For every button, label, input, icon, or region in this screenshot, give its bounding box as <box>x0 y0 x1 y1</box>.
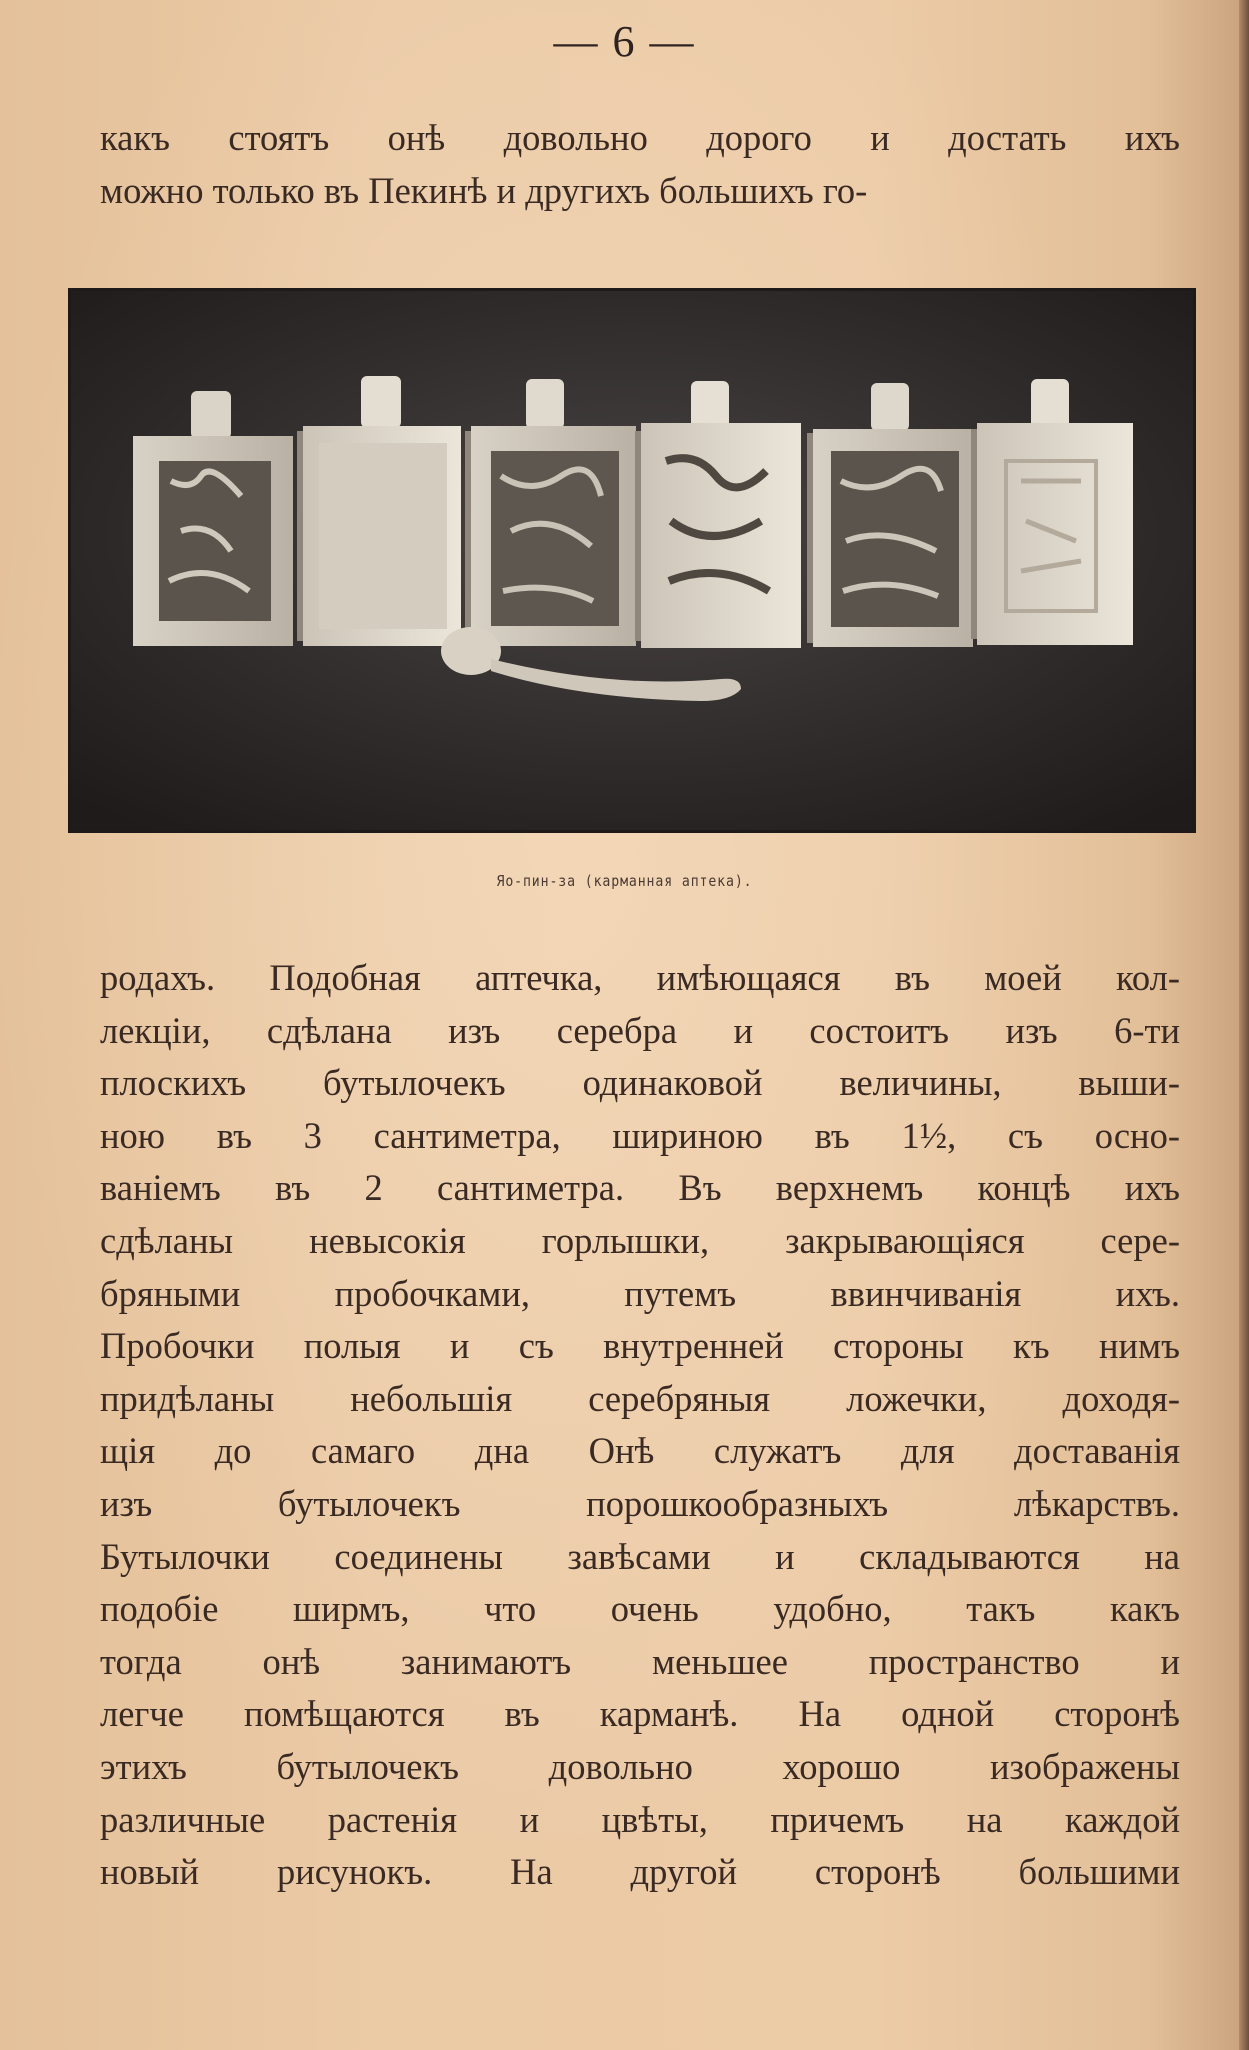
main-paragraph <box>100 952 1180 1899</box>
text-line: плоскихъ бутылочекъ одинаковой величины, выши- <box>100 1062 1180 1104</box>
text-line: щія до самаго дна Онѣ служатъ для доставанія <box>100 1430 1180 1472</box>
text-line: можно только въ Пекинѣ и другихъ большихъ го- <box>100 169 868 211</box>
text-line: Пробочки полыя и съ внутренней стороны къ нимъ <box>100 1325 1180 1367</box>
text-line: сдѣланы невысокія горлышки, закрывающіяся сере- <box>100 1219 1180 1261</box>
text-line: ваніемъ въ 2 сантиметра. Въ верхнемъ концѣ ихъ <box>100 1167 1180 1209</box>
text-line: бряными пробочками, путемъ ввинчиванія ихъ. <box>100 1272 1180 1314</box>
text-line: Бутылочки соединены завѣсами и складываются на <box>100 1535 1180 1577</box>
text-line: различные растенія и цвѣты, причемъ на каждой <box>100 1798 1180 1840</box>
text-line: ною въ 3 сантиметра, шириною въ 1½, съ осно- <box>100 1114 1180 1156</box>
text-line: родахъ. Подобная аптечка, имѣющаяся въ моей кол- <box>100 957 1180 998</box>
text-line: легче помѣщаются въ карманѣ. На одной сторонѣ <box>100 1693 1180 1735</box>
text-line: подобіе ширмъ, что очень удобно, такъ какъ <box>100 1588 1180 1630</box>
text-line: лекціи, сдѣлана изъ серебра и состоитъ изъ 6-ти <box>100 1009 1180 1051</box>
top-paragraph <box>100 112 1180 217</box>
page-edge <box>1239 0 1249 2050</box>
text-line: этихъ бутылочекъ довольно хорошо изображены <box>100 1745 1180 1787</box>
text-line: тогда онѣ занимаютъ меньшее пространство и <box>100 1640 1180 1682</box>
text-line: изъ бутылочекъ порошкообразныхъ лѣкарствъ. <box>100 1482 1180 1524</box>
pocket-pharmacy-photo <box>71 291 1193 830</box>
page-number: — 6 — <box>553 17 696 66</box>
photo-figure <box>68 288 1196 833</box>
text-line: новый рисунокъ. На другой сторонѣ большими <box>100 1851 1180 1893</box>
text-line: какъ стоятъ онѣ довольно дорого и достать ихъ <box>100 117 1180 158</box>
figure-caption: Яо-пин-за (карманная аптека). <box>496 872 753 890</box>
text-line: придѣланы небольшія серебряныя ложечки, доходя- <box>100 1377 1180 1419</box>
